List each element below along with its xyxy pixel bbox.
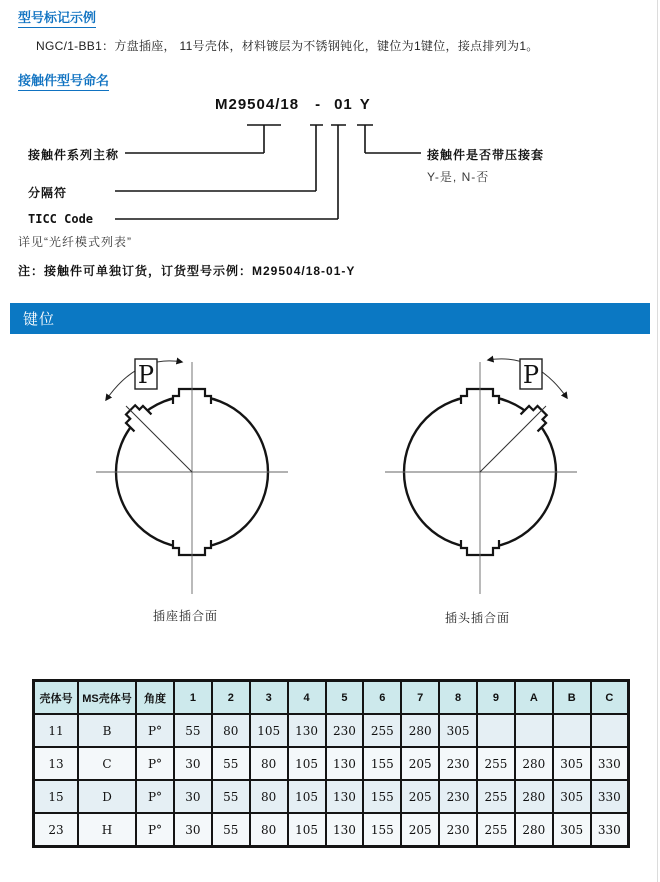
receptacle-caption: 插座插合面 xyxy=(153,609,219,623)
table-cell: P° xyxy=(136,813,174,847)
table-cell: 105 xyxy=(288,747,326,780)
callout-ticc-label: TICC Code xyxy=(28,212,94,226)
table-cell: 330 xyxy=(591,747,629,780)
table-row xyxy=(34,780,629,813)
table-cell: 30 xyxy=(174,747,212,780)
callout-ticc-note: 详见“光纤模式列表” xyxy=(18,235,132,249)
table-cell: 23 xyxy=(34,813,79,847)
table-cell: C xyxy=(78,747,136,780)
part-number-suffix: Y xyxy=(359,96,371,113)
table-cell: 80 xyxy=(250,813,288,847)
table-cell: 255 xyxy=(477,747,515,780)
marking-example-text: NGC/1-BB1：方盘插座， 11号壳体，材料镀层为不锈钢钝化，键位为1键位，接点排列为1。 xyxy=(36,39,539,53)
table-cell: D xyxy=(78,780,136,813)
page-edge-line xyxy=(657,0,658,882)
table-header-cell: A xyxy=(515,681,553,715)
table-cell: 305 xyxy=(439,714,477,747)
table-cell: 105 xyxy=(250,714,288,747)
table-cell: 13 xyxy=(34,747,79,780)
table-cell xyxy=(553,714,591,747)
part-number-separator: - xyxy=(315,96,322,113)
table-cell: 255 xyxy=(477,813,515,847)
table-header-cell: 2 xyxy=(212,681,250,715)
section-title-marking-example: 型号标记示例 xyxy=(18,10,96,28)
table-header-cell: 9 xyxy=(477,681,515,715)
table-cell: 205 xyxy=(401,747,439,780)
table-cell: 305 xyxy=(553,780,591,813)
table-cell xyxy=(591,714,629,747)
table-cell: P° xyxy=(136,714,174,747)
table-header-cell: C xyxy=(591,681,629,715)
keying-banner-label: 键位 xyxy=(23,311,56,328)
table-row xyxy=(34,714,629,747)
table-cell: 155 xyxy=(363,780,401,813)
keying-section-banner xyxy=(10,303,650,334)
receptacle-keying-diagram xyxy=(90,350,300,600)
table-header-cell: 4 xyxy=(288,681,326,715)
table-cell: 130 xyxy=(288,714,326,747)
callout-crimp-options: Y-是, N-否 xyxy=(427,170,490,184)
table-header-cell: 8 xyxy=(439,681,477,715)
table-cell: 30 xyxy=(174,780,212,813)
table-cell: 105 xyxy=(288,813,326,847)
table-cell xyxy=(477,714,515,747)
p-label: P xyxy=(522,361,540,389)
table-cell: 230 xyxy=(439,780,477,813)
table-cell: 80 xyxy=(212,714,250,747)
table-cell: B xyxy=(78,714,136,747)
table-cell: P° xyxy=(136,780,174,813)
plug-caption: 插头插合面 xyxy=(445,611,511,625)
table-header-cell: 1 xyxy=(174,681,212,715)
table-cell: 280 xyxy=(515,747,553,780)
key-table-wrapper xyxy=(32,679,630,848)
table-cell: 230 xyxy=(439,747,477,780)
table-header-cell: 6 xyxy=(363,681,401,715)
table-cell: 80 xyxy=(250,780,288,813)
table-header-cell: 7 xyxy=(401,681,439,715)
table-cell: 330 xyxy=(591,780,629,813)
table-cell: 130 xyxy=(326,747,364,780)
table-cell: P° xyxy=(136,747,174,780)
key-table xyxy=(32,679,630,848)
table-cell: 55 xyxy=(212,747,250,780)
table-cell: 205 xyxy=(401,780,439,813)
table-row xyxy=(34,813,629,847)
table-cell: 230 xyxy=(439,813,477,847)
table-cell: 55 xyxy=(212,813,250,847)
table-cell: 155 xyxy=(363,813,401,847)
table-cell: 255 xyxy=(363,714,401,747)
part-number-base: M29504/18 xyxy=(215,96,300,113)
table-header-row xyxy=(34,681,629,715)
table-cell: 255 xyxy=(477,780,515,813)
table-header-cell: MS壳体号 xyxy=(78,681,136,715)
table-cell: H xyxy=(78,813,136,847)
table-cell: 330 xyxy=(591,813,629,847)
table-header-cell: B xyxy=(553,681,591,715)
table-row xyxy=(34,747,629,780)
table-header-cell: 3 xyxy=(250,681,288,715)
table-cell: 11 xyxy=(34,714,79,747)
table-cell: 305 xyxy=(553,813,591,847)
keyway-radial-line xyxy=(126,406,192,472)
table-cell: 15 xyxy=(34,780,79,813)
p-label: P xyxy=(137,361,155,389)
table-cell: 55 xyxy=(212,780,250,813)
table-cell: 130 xyxy=(326,813,364,847)
callout-series-label: 接触件系列主称 xyxy=(28,148,120,162)
table-header-cell: 5 xyxy=(326,681,364,715)
table-cell: 130 xyxy=(326,780,364,813)
table-cell: 280 xyxy=(515,780,553,813)
table-cell: 55 xyxy=(174,714,212,747)
table-cell xyxy=(515,714,553,747)
table-cell: 280 xyxy=(401,714,439,747)
keyway-radial-line xyxy=(480,406,546,472)
table-cell: 305 xyxy=(553,747,591,780)
table-cell: 280 xyxy=(515,813,553,847)
table-cell: 155 xyxy=(363,747,401,780)
callout-separator-label: 分隔符 xyxy=(28,186,68,200)
table-cell: 105 xyxy=(288,780,326,813)
table-cell: 30 xyxy=(174,813,212,847)
callout-crimp-label: 接触件是否带压接套 xyxy=(427,148,545,162)
plug-keying-diagram xyxy=(375,350,585,600)
table-cell: 80 xyxy=(250,747,288,780)
table-cell: 205 xyxy=(401,813,439,847)
part-number-ticc-code: 01 xyxy=(334,96,353,113)
table-header-cell: 壳体号 xyxy=(34,681,79,715)
table-header-cell: 角度 xyxy=(136,681,174,715)
section-title-contact-naming: 接触件型号命名 xyxy=(18,73,109,91)
order-note: 注：接触件可单独订货，订货型号示例：M29504/18-01-Y xyxy=(18,264,356,278)
table-cell: 230 xyxy=(326,714,364,747)
